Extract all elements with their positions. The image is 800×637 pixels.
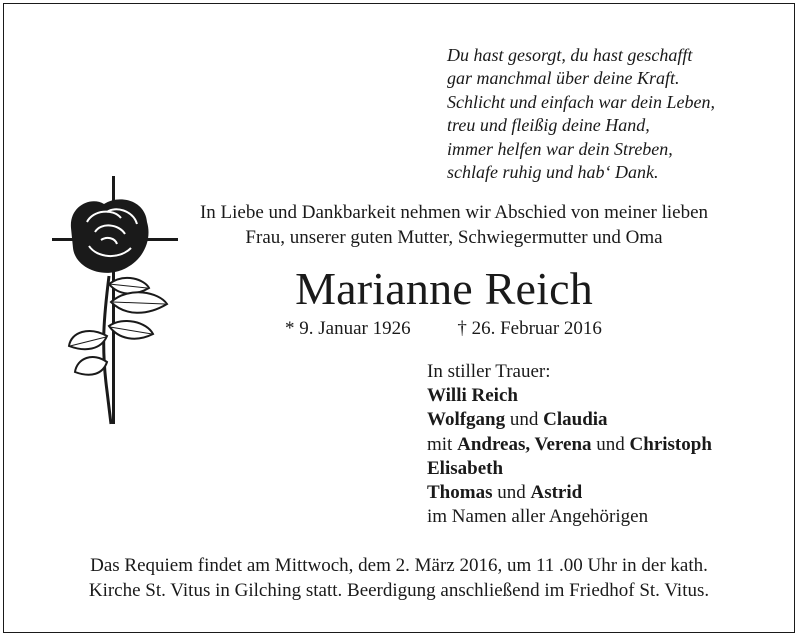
intro-line: Frau, unserer guten Mutter, Schwiegermutter und Oma (245, 227, 663, 248)
poem-line: schlafe ruhig und hab‘ Dank. (447, 162, 659, 183)
connector-text: mit (427, 433, 453, 455)
connector-text: und (497, 482, 526, 504)
mourners-heading: In stiller Trauer: (427, 361, 551, 382)
poem-line: immer helfen war dein Streben, (447, 138, 673, 159)
requiem-info (4, 553, 794, 603)
mourner-name: Claudia (543, 409, 608, 431)
death-date: † 26. Februar 2016 (457, 318, 602, 339)
poem-line: gar manchmal über deine Kraft. (447, 68, 680, 89)
poem-line: Schlicht und einfach war dein Leben, (447, 91, 715, 112)
mourner-name: Andreas, Verena (457, 433, 592, 455)
intro-line: In Liebe und Dankbarkeit nehmen wir Abschied von meiner lieben (199, 202, 709, 223)
memorial-poem (447, 44, 715, 184)
poem-line: Du hast gesorgt, du hast geschafft (447, 45, 693, 65)
footer-line: Das Requiem findet am Mittwoch, dem 2. März 2016, um 11 .00 Uhr in der kath. (90, 555, 708, 576)
mourner-name: Thomas (427, 482, 493, 504)
mourners-list (427, 360, 712, 529)
mourner-line (427, 384, 712, 408)
mourner-name: Elisabeth (427, 457, 504, 479)
connector-text: und (596, 433, 625, 455)
mourner-line (427, 408, 712, 432)
mourner-name: Christoph (629, 433, 712, 455)
mourner-name: Astrid (530, 482, 583, 504)
farewell-intro (144, 200, 764, 250)
mourner-name: Wolfgang (427, 409, 506, 431)
mourner-line (427, 481, 712, 505)
footer-line: Kirche St. Vitus in Gilching statt. Beerdigung anschließend im Friedhof St. Vitus. (88, 580, 710, 601)
mourner-name: Willi Reich (427, 385, 518, 407)
obituary-notice (3, 3, 795, 633)
poem-line: treu und fleißig deine Hand, (447, 115, 650, 136)
mourner-line (427, 457, 712, 481)
mourner-line (427, 433, 712, 457)
deceased-name: Marianne Reich (295, 263, 593, 314)
connector-text: und (509, 409, 539, 431)
mourners-closing: im Namen aller Angehörigen (427, 506, 649, 528)
birth-date: * 9. Januar 1926 (285, 318, 411, 339)
life-dates (285, 317, 602, 341)
